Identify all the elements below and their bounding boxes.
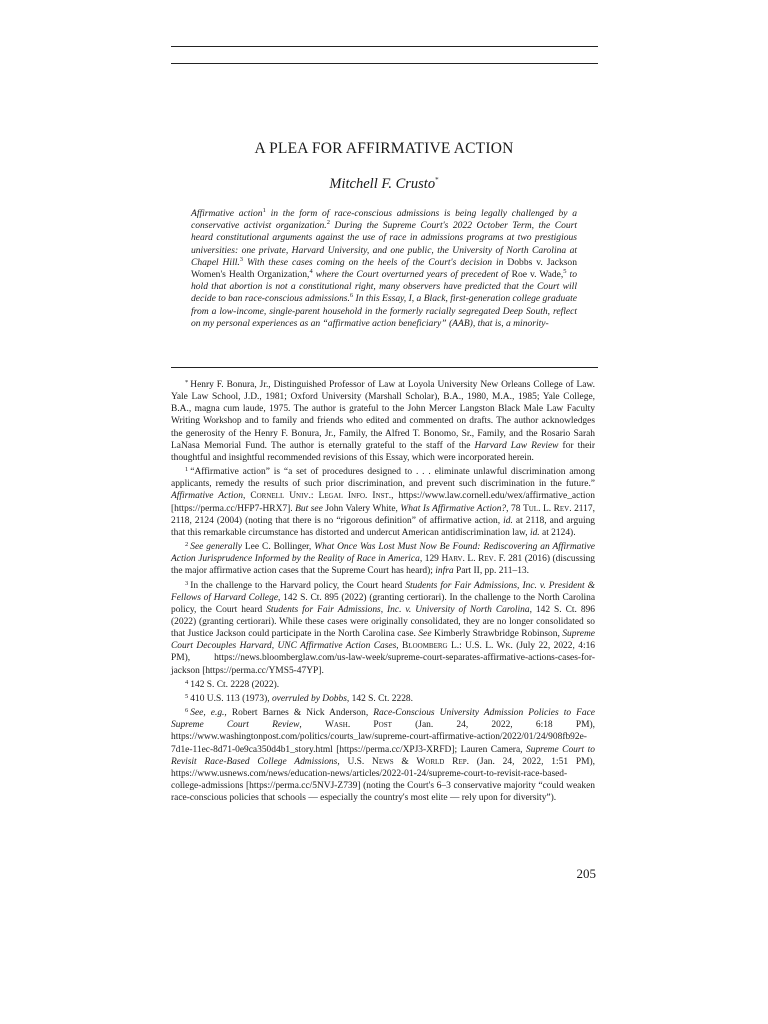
case-name: Dobbs v. Jackson Women's Health Organization,	[191, 256, 577, 281]
page-number: 205	[576, 866, 596, 881]
header-rule-top	[171, 46, 598, 47]
abstract-text: During the Supreme Court's 2022 October Term, the Court heard constitutional arguments against the use of race in admissions programs at two prestigious universities: one private, Harvard University, and one public, the University of North Carolina at Chapel Hill.	[191, 220, 577, 268]
abstract-text: to hold that abortion is not a constitutional right, many observers have predicted that the Court will decide to ban race-conscious admissions.	[191, 269, 577, 305]
footnote-2: $^2$ See generally Lee C. Bollinger, What Once Was Lost Must Now Be Found: Rediscovering an Affirmative Action Jurisprudence Informed by the Reality of Race in America, 129 Harv. L. Rev. F. 281 (2016) (discussing the major affirmative action cases that the Supreme Court has heard); infra Part II, pp. 211–13.	[171, 541, 596, 577]
footnote-mark: 2	[185, 541, 189, 549]
abstract	[191, 208, 577, 330]
footnote-mark: 5	[185, 692, 189, 700]
abstract-text: With these cases coming on the heels of the Court's decision in	[243, 256, 508, 268]
author-footnote-mark: *	[435, 176, 439, 184]
author-name: Mitchell F. Crusto	[329, 176, 436, 192]
footnote-5: $^5$ 410 U.S. 113 (1973), overruled by Dobbs, 142 S. Ct. 2228.	[185, 692, 413, 704]
footnote-mark: 1	[185, 466, 189, 474]
footnotes	[171, 377, 595, 804]
footnote-ref: 5	[563, 268, 567, 276]
abstract-text: where the Court overturned years of precedent of	[312, 269, 512, 281]
footnote-6: $^6$ See, e.g., Robert Barnes & Nick Anderson, Race-Conscious University Admission Policies to Face Supreme Court Review, Wash. Post (Jan. 24, 2022, 6:18 PM), https://www.washingtonpost.com/politics/courts_law/supreme-court-affirmative-action/2022/01/24/908fb92e-7d1e-11ec-8d71-0e9ca350d4b1_story.html [https://perma.cc/XPJ3-XRFD]; Lauren Camera, Supreme Court to Revisit Race-Based College Admissions, U.S. News & World Rep. (Jan. 24, 2022, 1:51 PM), https://www.usnews.com/news/education-news/articles/2022-01-24/supreme-court-to-revisit-race-based-college-admissions [https://perma.cc/5NVJ-Z739] (noting the Court's 6–3 conservative majority “could weaken race-conscious policies that schools — especially the country's most elite — rely upon for diversity”).	[171, 707, 596, 804]
footnote-ref: 2	[326, 219, 330, 227]
footnote-3: $^3$ In the challenge to the Harvard policy, the Court heard Students for Fair Admissions, Inc. v. President & Fellows of Harvard College, 142 S. Ct. 895 (2022) (granting certiorari). In the challenge to the North Carolina policy, the Court heard Students for Fair Admissions, Inc. v. University of North Carolina, 142 S. Ct. 896 (2022) (granting certiorari). While these cases were originally consolidated, they are no longer consolidated so that Justice Jackson could participate in the North Carolina case. See Kimberly Strawbridge Robinson, Supreme Court Decouples Harvard, UNC Affirmative Action Cases, Bloomberg L.: U.S. L. Wk. (July 22, 2022, 4:16 PM), https://news.bloomberglaw.com/us-law-week/supreme-court-separates-affirmative-actions-cases-for-jackson [https://perma.cc/YMS5-47YP].	[171, 579, 596, 676]
footnote-1: $^1$ “Affirmative action” is “a set of procedures designed to . . . eliminate unlawful discrimination among applicants, remedy the results of such prior discrimination, and prevent such discrimination in the future.” Affirmative Action, Cornell Univ.: Legal Info. Inst., https://www.law.cornell.edu/wex/affirmative_action [https://perma.cc/HFP7-HRX7]. But see John Valery White, What Is Affirmative Action?, 78 Tul. L. Rev. 2117, 2118, 2124 (2004) (noting that there is no “rigorous definition” of affirmative action, id. at 2118, and arguing that this remarkable circumstance has distorted and undercut American antidiscrimination law, id. at 2124).	[171, 466, 596, 538]
abstract-text: In this Essay, I, a Black, first-generation college graduate from a low-income, single-parent household in the formerly racially segregated Deep South, reflect on my personal experiences as an “affirmative action beneficiary” (AAB), that is, a minority-	[191, 293, 577, 329]
footnote-author: * Henry F. Bonura, Jr., Distinguished Professor of Law at Loyola University New Orleans College of Law. Yale Law School, J.D., 1981; Oxford University (Marshall Scholar), B.A., 1980, M.A., 1985; Yale College, B.A., magna cum laude, 1975. The author is grateful to the John Mercer Langston Black Male Law Faculty Writing Workshop and to family and friends who edited and commented on drafts. The author acknowledges the generosity of the Henry F. Bonura, Jr., Family, the Alfred T. Bonomo, Sr., Family, and the Rosario Sarah LaNasa Memorial Fund. The author is eternally grateful to the staff of the Harvard Law Review for their thoughtful and insightful recommended revisions of this Essay, which were incorporated herein.	[171, 379, 595, 463]
footnote-ref: 1	[262, 207, 266, 214]
footnote-rule	[171, 367, 598, 368]
author-line	[0, 176, 768, 193]
footnote-mark: 6	[185, 707, 189, 715]
footnote-mark: *	[185, 379, 189, 386]
footnote-ref: 6	[349, 292, 354, 300]
abstract-text: in the form of race-conscious admissions is being legally challenged by a conservative activist organization.	[191, 208, 577, 232]
footnote-ref: 3	[239, 255, 244, 263]
case-name: Roe v. Wade,	[511, 269, 564, 281]
footnote-mark: 3	[185, 579, 189, 587]
footnote-mark: 4	[185, 678, 189, 686]
article-title: A PLEA FOR AFFIRMATIVE ACTION	[254, 140, 514, 157]
footnote-4: $^4$ 142 S. Ct. 2228 (2022).	[185, 678, 280, 690]
header-rule-bottom	[171, 63, 598, 64]
abstract-text: Affirmative action	[191, 208, 263, 219]
footnote-ref: 4	[309, 268, 313, 276]
